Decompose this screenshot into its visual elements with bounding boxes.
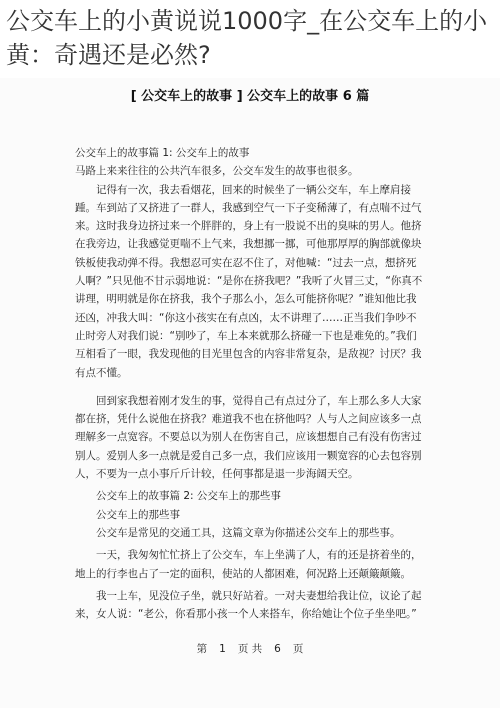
page-label: 第 [196, 643, 208, 655]
paragraph: 马路上来来往往的公共汽车很多，公交车发生的故事也很多。 [75, 165, 359, 178]
paragraph: 回到家我想着刚才发生的事，觉得自己有点过分了，车上那么多人大家都在挤，凭什么说他在挤我？难道我不也在挤他吗？人与人之间应该多一点理解多一点宽容。不要总以为别人在伤害自己，应该想想自己有没有伤害过别人。爱别人多一点就是爱自己多一点，我们应该用一颗宽容的心去包容别人，不要为一点小事斤斤计较，任何事都是退一步海阔天空。 [75, 394, 422, 481]
paragraph: 记得有一次，我去看烟花，回来的时候坐了一辆公交车，车上摩肩接踵。车到站了又挤进了一群人，我感到空气一下子变稀薄了，有点喘不过气来。这时我身边挤过来一个胖胖的，身上有一股说不出的臭味的男人。他挤在我旁边，让我感觉更喘不上气来，我想挪一挪，可他那厚厚的胸部就像块铁板使我动弹不得。我想忍可实在忍不住了，对他喊：“过去一点，想挤死人啊？”只见他不甘示弱地说：“是你在挤我吧？”我听了火冒三丈，“你真不讲理，明明就是你在挤我，我个子那么小，怎么可能挤你呢？”谁知他比我还凶，冲我大叫：“你这小孩实在有点凶，太不讲理了……正当我们争吵不止时旁人对我们说：“别吵了，车上本来就那么挤碰一下也是难免的。”我们互相看了一眼，我发现他的目光里包含的内容非常复杂，是敌视？讨厌？我有点不懂。 [75, 183, 423, 379]
paragraph: 我一上车，见没位子坐，就只好站着。一对夫妻想给我让位，议论了起来，女人说：“老公，你看那小孩一个人来搭车，你给她让个位子坐坐吧。” [75, 589, 422, 621]
page-title: 公交车上的小黄说说1000字_在公交车上的小黄：奇遇还是必然? [6, 7, 488, 69]
document-header: [ 公交车上的故事 ] 公交车上的故事 6 篇 [130, 89, 370, 104]
page-unit: 页 共 [237, 643, 263, 655]
subheading: 公交车上的那些事 [96, 508, 180, 521]
paragraph: 公交车是常见的交通工具，这篇文章为你描述公交车上的那些事。 [96, 526, 401, 539]
section-heading-2: 公交车上的故事篇 2: 公交车上的那些事 [96, 490, 281, 503]
page-number: 1 [219, 643, 226, 655]
document-body [75, 144, 425, 623]
total-unit: 页 [292, 643, 304, 655]
document-page [0, 78, 500, 708]
section-heading-1: 公交车上的故事篇 1: 公交车上的故事 [75, 147, 250, 159]
paragraph: 一天，我匆匆忙忙挤上了公交车，车上坐满了人，有的还是挤着坐的，地上的行李也占了一定的面积，使站的人都困难，何况路上还颠簸颠簸。 [75, 549, 422, 580]
page-footer [0, 641, 500, 656]
total-pages: 6 [274, 643, 281, 655]
